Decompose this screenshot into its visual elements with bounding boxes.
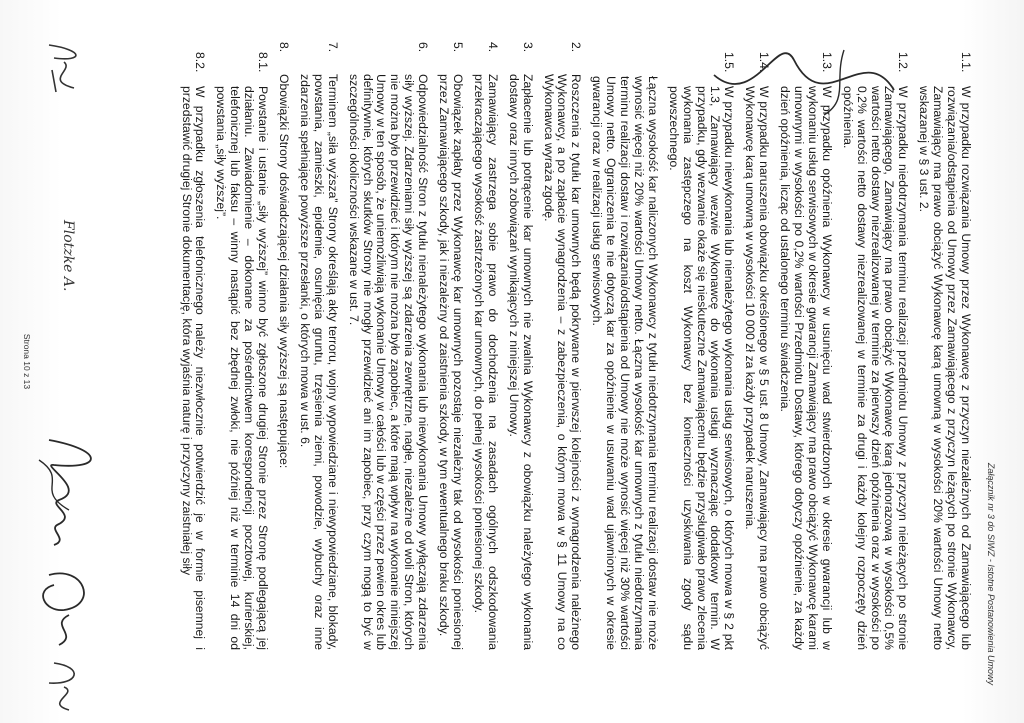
signature-initials-1 (29, 40, 94, 100)
clause-number: 1.1. (959, 52, 973, 73)
clause-text: Zapłacenie lub potrącenie kar umownych nie zwalnia Wykonawcy z obowiązku należytego wykonania dostawy oraz innych zobowiązań wynikających z niniejszej Umowy. (506, 74, 535, 650)
clause-1-3 (777, 40, 833, 650)
page-number: Strona 10 z 13 (22, 333, 32, 390)
clause-number: 1.3. (819, 52, 834, 73)
clause-text: W przypadku niewykonania lub nienależytego wykonania usług serwisowych, o których mowa w § 2 pkt 1.3, Zamawiający wezwie Wykonawcę do wykonania usługi wyznaczając dodatkowy termin. W przypadku, gdy wezwanie okaże się nieskuteczne Zamawiającemu będzie przysługiwało prawo zlecenia wykonania zastępczego na koszt Wykonawcy bez konieczności uzyskiwania zgody sądu powszechnego. (666, 86, 737, 650)
clause-text: W przypadku naruszenia obowiązku określonego w § 5 ust. 8 Umowy, Zamawiający ma prawo obciążyć Wykonawcę karą umowną w wysokości 10 000 zł za każdy przypadek naruszenia. (743, 86, 772, 650)
clause-text: Zamawiający zastrzega sobie prawo do dochodzenia na zasadach ogólnych odszkodowania przekraczającego wysokość zastrzeżonych kar umownych, do pełnej wysokości poniesionej szkody. (471, 74, 500, 650)
signature-large-1 (24, 430, 109, 550)
clause-text: W przypadku zgłoszenia telefonicznego należy niezwłocznie potwierdzić je w formie pisemnej i przedstawić drugiej Stronie dokumentację, która wyjaśnia naturę i przyczyny zaistniałej siły (179, 86, 208, 650)
signature-margin-large (699, 20, 904, 130)
clause-text: Powstanie i ustanie „siły wyższej” winno być zgłoszone drugiej Stronie przez Stronę podlegającą jej działaniu. Zawiadomienie – dokonane za pośrednictwem korespondencji pocztowej, kurierskiej, telefonicznej lub faksu – winny nastąpić bez zbędnej zwłoki, nie później niż w terminie 14 dni od powstania „siły wyższej”. (214, 86, 271, 650)
clause-number: 8.2. (193, 52, 208, 73)
clause-8 (276, 40, 290, 650)
clause-1-1 (916, 40, 972, 650)
clause-6 (346, 40, 429, 650)
signature-initials-2 (29, 655, 94, 715)
clause-1-5 (666, 40, 736, 650)
clause-number: 3. (520, 42, 535, 53)
clause-number: 5. (451, 42, 465, 53)
clause-8-2 (179, 40, 207, 650)
clause-number: 1.4. (757, 52, 772, 73)
handwritten-signature-icon (704, 20, 904, 130)
clause-3 (506, 40, 534, 650)
clause-number: 7. (325, 42, 340, 53)
clause-text: Obowiązek zapłaty przez Wykonawcę kar umownych pozostaje niezależny tak od wysokości poniesionej przez Zamawiającego szkody, jak i niezależny od zaistnienia szkody, w tym ewentualnego braku szkody. (437, 74, 465, 650)
clause-7 (297, 40, 339, 650)
clause-text: Obowiązki Strony doświadczającej działania siły wyższej są następujące: (277, 74, 292, 469)
clause-text: W przypadku rozwiązania Umowy przez Wykonawcę z przyczyn niezależnych od Zamawiającego lub rozwiązania/odstąpienia od Umowy przez Zamawiającego z przyczyn leżących po stronie Wykonawcy, Zamawiający ma prawo obciążyć Wykonawcę karą umowną w wysokości 20% wartości Umowy netto wskazanej w § 3 ust. 2. (917, 86, 973, 650)
clause-number: 4. (485, 42, 500, 53)
penalty-limit-paragraph: Łączna wysokość kar naliczonych Wykonawcy z tytułu niedotrzymania terminu realizacji dostaw nie może wynosić więcej niż 20% wartości Umowy netto. Łączna wysokość kar umownych z tytułu niedotrzymania terminu realizacji dostaw i rozwiązania/odstąpienia od Umowy nie może wynosić więcej niż 30% wartości Umowy netto. Ograniczenia te nie dotyczą kar za opóźnienie w usuwaniu wad ujawnionych w okresie gwarancji oraz w realizacji usług serwisowych. (590, 76, 660, 650)
clause-text: Odpowiedzialność Stron z tytułu nienależytego wykonania lub niewykonania Umowy wyłączają zdarzenia siły wyższej. Zdarzeniami siły wyższej są zdarzenia zewnętrzne, nagłe, niezależne od woli Stron, których nie można było przewidzieć i którym nie można było zapobiec, a które mają wpływ na wykonanie niniejszej Umowy w ten sposób, że uniemożliwiają wykonanie Umowy w całości lub w części przez pewien okres lub definitywnie, których skutków Strony nie mogły przewidzieć ani im zapobiec, przy czym mogą to być w szczególności okoliczności wskazane w ust. 7. (346, 74, 431, 650)
clause-number: 8. (277, 42, 292, 53)
clause-number: 8.1. (256, 52, 271, 73)
handwritten-name-note: Flotzke A. (60, 220, 76, 292)
clause-1-4 (742, 40, 770, 650)
clause-number: 2. (569, 42, 584, 53)
handwritten-initials-icon (34, 40, 94, 100)
clause-text: Roszczenia z tytułu kar umownych będą pokrywane w pierwszej kolejności z wynagrodzenia należnego Wykonawcy, a po zapłacie wynagrodzenia – z zabezpieczenia, o którym mowa w § 11 Umowy na co Wykonawca wyraża zgodę. (541, 74, 584, 650)
handwritten-signature-icon (29, 430, 109, 550)
page-header: Załącznik nr 3 do SIWZ - Istotne Postanowienia Umowy (986, 462, 996, 685)
clause-text: W przypadku opóźnienia Wykonawcy w usunięciu wad stwierdzonych w okresie gwarancji lub w wykonaniu usług serwisowych w okresie gwarancji Zamawiający ma prawo obciążyć Wykonawcę karami umownymi w wysokości po 0,2% wartości Przedmiotu Dostawy, którego dotyczy opóźnienie, za każdy dzień opóźnienia, licząc od ustalonego terminu świadczenia. (778, 86, 834, 650)
handwritten-signature-icon (24, 560, 104, 650)
signature-large-2 (19, 560, 104, 650)
document-body (172, 40, 972, 650)
clause-2 (541, 40, 583, 650)
clause-5 (436, 40, 464, 650)
clause-number: 1.5. (722, 52, 737, 73)
clause-1-2 (840, 40, 910, 650)
clause-text: Terminem „siła wyższa” Strony określają akty terroru, wojny wypowiedziane i niewypowiedziane, blokady, powstania, zamieszki, epidemie, osunięcia gruntu, trzęsienia ziemi, powodzie, wybuchy oraz inne zdarzenia spełniające powyższe przesłanki, o których mowa w ust. 6. (297, 74, 340, 650)
handwritten-initials-icon (34, 655, 94, 715)
clause-number: 6. (416, 42, 431, 53)
clause-text: W przypadku niedotrzymania terminu realizacji przedmiotu Umowy z przyczyn nieleżących po stronie Zamawiającego, Zamawiający ma prawo obciążyć Wykonawcę karą jednorazową w wysokości 0,5% wartości netto dostawy niezrealizowanej w terminie za pierwszy dzień opóźnienia oraz w wysokości po 0,2% wartości netto dostawy niezrealizowanej w terminie za drugi i każdy kolejny rozpoczęty dzień opóźnienia. (840, 86, 911, 650)
clause-number: 1.2. (896, 52, 911, 73)
clause-4 (471, 40, 499, 650)
clause-8-1 (214, 40, 270, 650)
